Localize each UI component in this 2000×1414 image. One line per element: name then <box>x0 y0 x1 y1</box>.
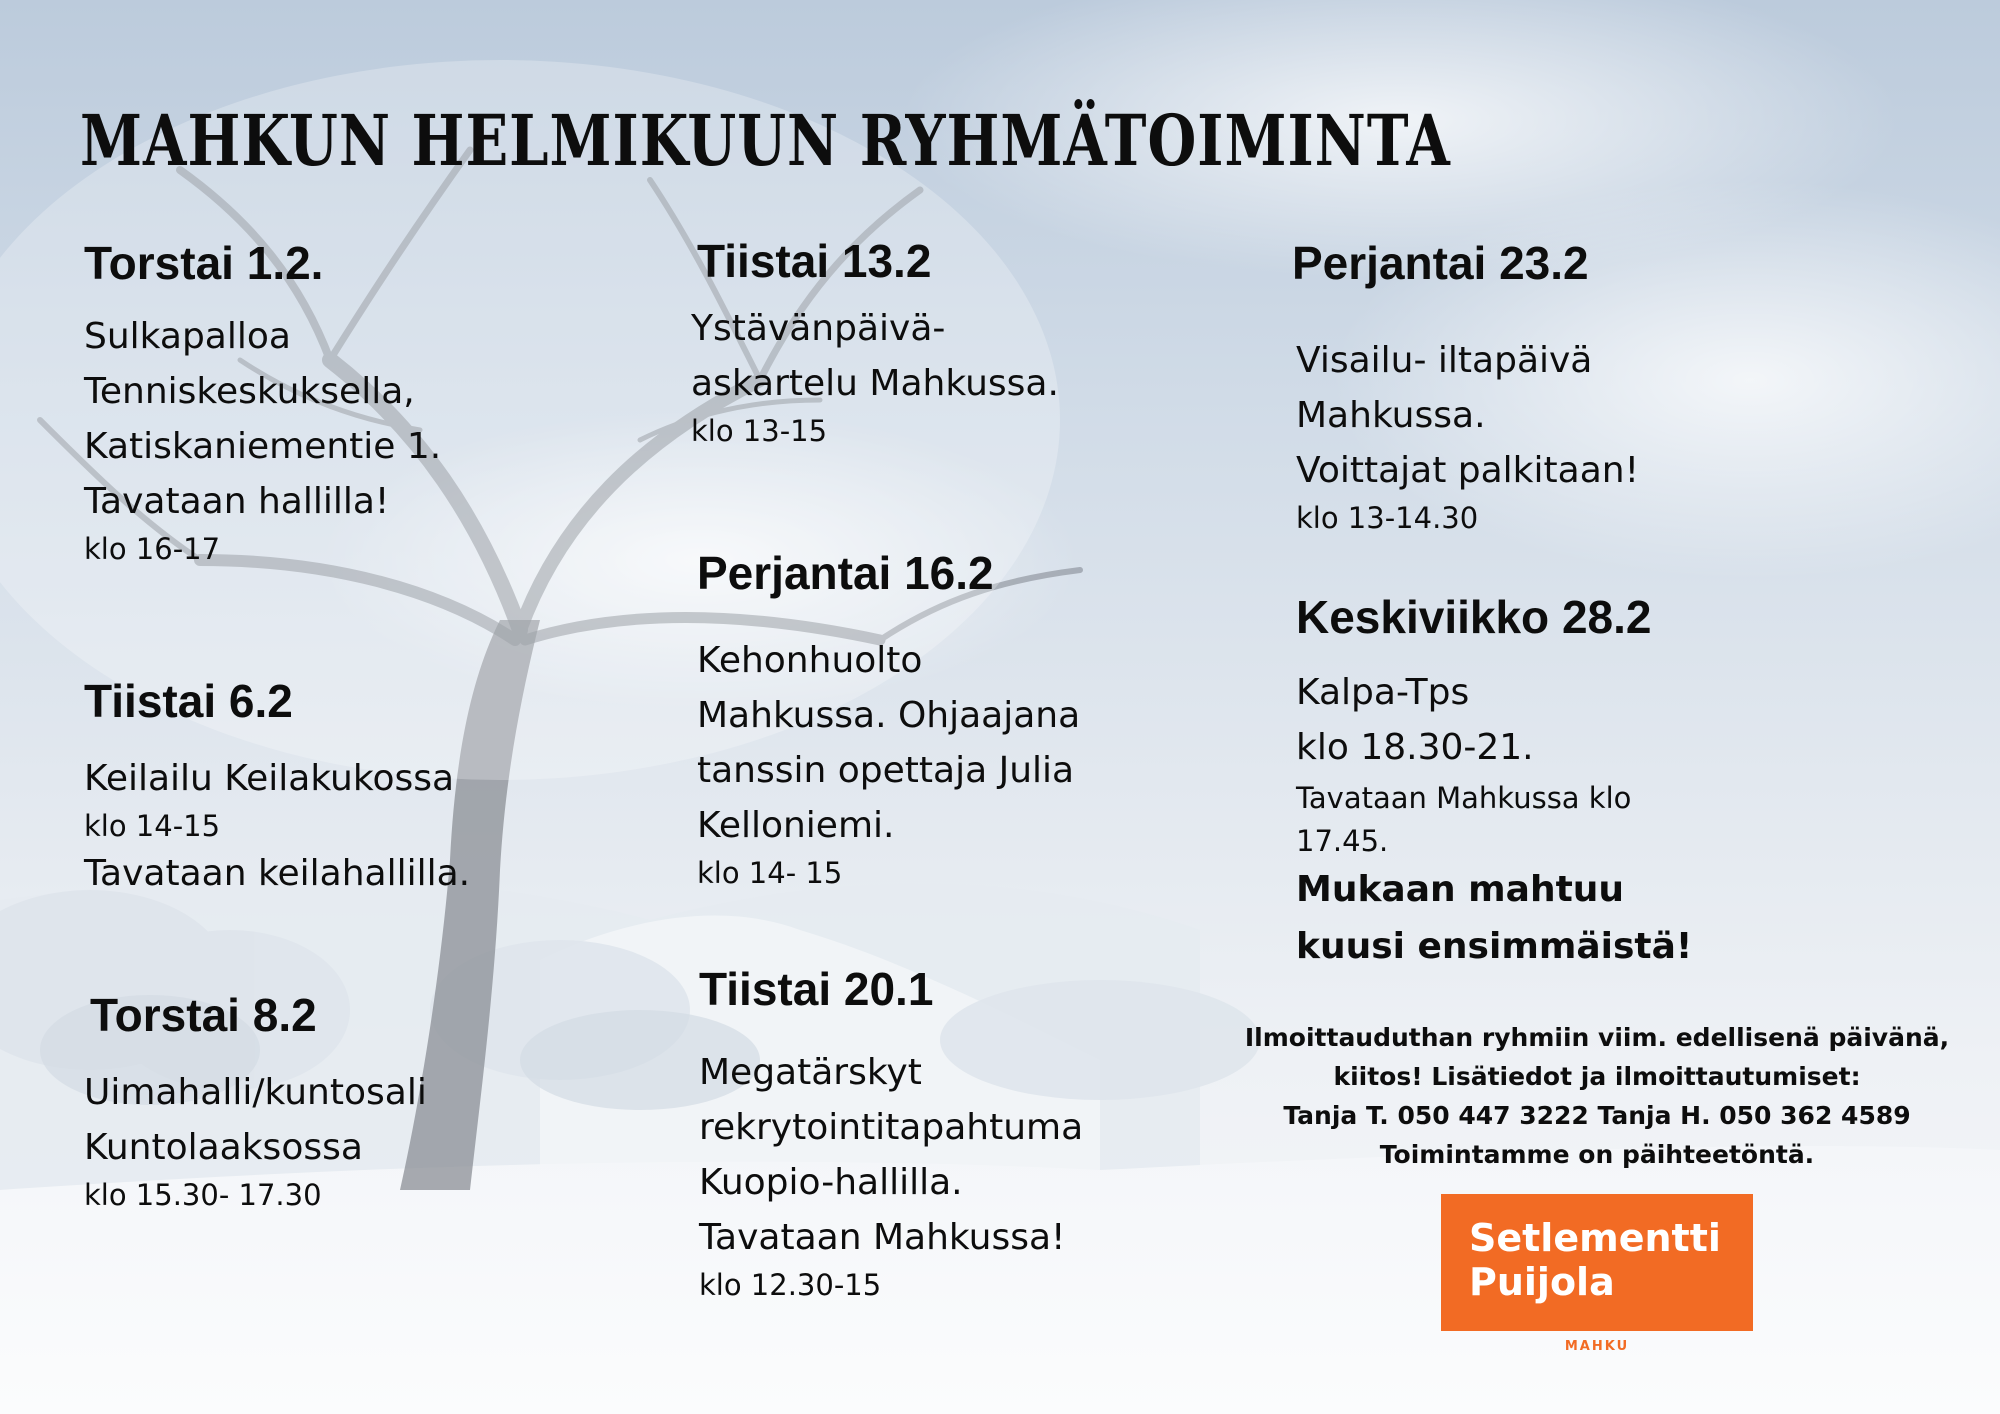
event-description-line: Kelloniemi. <box>697 804 895 846</box>
setlementti-puijola-logo <box>1441 1194 1753 1331</box>
event-description-line: Tavataan hallilla! <box>84 480 390 522</box>
event-day-heading: Tiistai 13.2 <box>697 235 932 287</box>
event-time: klo 14-15 <box>84 808 221 843</box>
event-day-heading: Perjantai 23.2 <box>1292 237 1589 289</box>
event-description-line: Megatärskyt <box>699 1051 922 1093</box>
poster-title: MAHKUN HELMIKUUN RYHMÄTOIMINTA <box>80 100 1451 183</box>
event-description-line: Ystävänpäivä- <box>691 307 946 349</box>
event-day-heading: Torstai 8.2 <box>90 989 317 1041</box>
event-description-line: Tavataan keilahallilla. <box>84 852 471 894</box>
event-time: klo 13-14.30 <box>1296 500 1479 535</box>
event-description-line: Mahkussa. Ohjaajana <box>697 694 1081 736</box>
event-description-line: Kuntolaaksossa <box>84 1126 363 1168</box>
event-torstai-1-2 <box>84 238 441 569</box>
event-description-line: Voittajat palkitaan! <box>1296 449 1640 491</box>
event-capacity-note: kuusi ensimmäistä! <box>1296 925 1693 967</box>
event-time: klo 15.30- 17.30 <box>84 1177 322 1212</box>
event-description-line: Katiskaniementie 1. <box>84 425 442 467</box>
event-day-heading: Perjantai 16.2 <box>697 547 994 599</box>
event-description-line: Visailu- iltapäivä <box>1296 339 1593 381</box>
logo-line-1: Setlementti <box>1469 1216 1721 1260</box>
logo-subtitle-mahku: MAHKU <box>1564 1339 1630 1354</box>
event-time: klo 14- 15 <box>697 855 843 890</box>
event-description-line: Tavataan Mahkussa! <box>699 1216 1066 1258</box>
event-description-line: Mahkussa. <box>1296 394 1486 436</box>
registration-info <box>1232 1018 1962 1174</box>
event-description-line: Keilailu Keilakukossa <box>84 757 455 799</box>
event-torstai-8-2 <box>84 989 427 1215</box>
event-description-line: Tenniskeskuksella, <box>84 370 415 412</box>
event-description-line: rekrytointitapahtuma <box>699 1106 1084 1148</box>
event-day-heading: Keskiviikko 28.2 <box>1296 591 1652 643</box>
event-description-line: Kehonhuolto <box>697 639 923 681</box>
event-description-line: Uimahalli/kuntosali <box>84 1071 427 1113</box>
event-tiistai-20-1 <box>699 964 1083 1305</box>
registration-info-line: kiitos! Lisätiedot ja ilmoittautumiset: <box>1333 1062 1861 1091</box>
registration-info-line: Toimintamme on päihteetöntä. <box>1379 1140 1815 1169</box>
event-description-line: Kuopio-hallilla. <box>699 1161 963 1203</box>
event-time: klo 13-15 <box>691 413 828 448</box>
event-capacity-note: Mukaan mahtuu <box>1296 868 1625 910</box>
event-time: klo 12.30-15 <box>699 1267 882 1302</box>
event-perjantai-23-2 <box>1292 238 1639 538</box>
event-time: klo 16-17 <box>84 531 221 566</box>
event-description-line: Sulkapalloa <box>84 315 291 357</box>
event-day-heading: Tiistai 20.1 <box>699 963 934 1015</box>
event-tiistai-6-2 <box>84 676 470 901</box>
event-day-heading: Tiistai 6.2 <box>84 675 293 727</box>
event-day-heading: Torstai 1.2. <box>84 237 324 289</box>
event-meeting-info: 17.45. <box>1296 823 1389 858</box>
contact-phone-numbers: Tanja T. 050 447 3222 Tanja H. 050 362 4589 <box>1283 1101 1911 1130</box>
event-tiistai-13-2 <box>691 235 1059 451</box>
event-meeting-info: Tavataan Mahkussa klo <box>1296 780 1632 815</box>
registration-info-line: Ilmoittauduthan ryhmiin viim. edellisenä päivänä, <box>1244 1023 1950 1052</box>
event-perjantai-16-2 <box>697 548 1080 893</box>
event-description-line: Kalpa-Tps <box>1296 671 1470 713</box>
event-keskiviikko-28-2 <box>1296 592 1692 975</box>
event-description-line: klo 18.30-21. <box>1296 726 1534 768</box>
event-description-line: tanssin opettaja Julia <box>697 749 1075 791</box>
event-description-line: askartelu Mahkussa. <box>691 362 1059 404</box>
logo-line-2: Puijola <box>1469 1260 1615 1304</box>
